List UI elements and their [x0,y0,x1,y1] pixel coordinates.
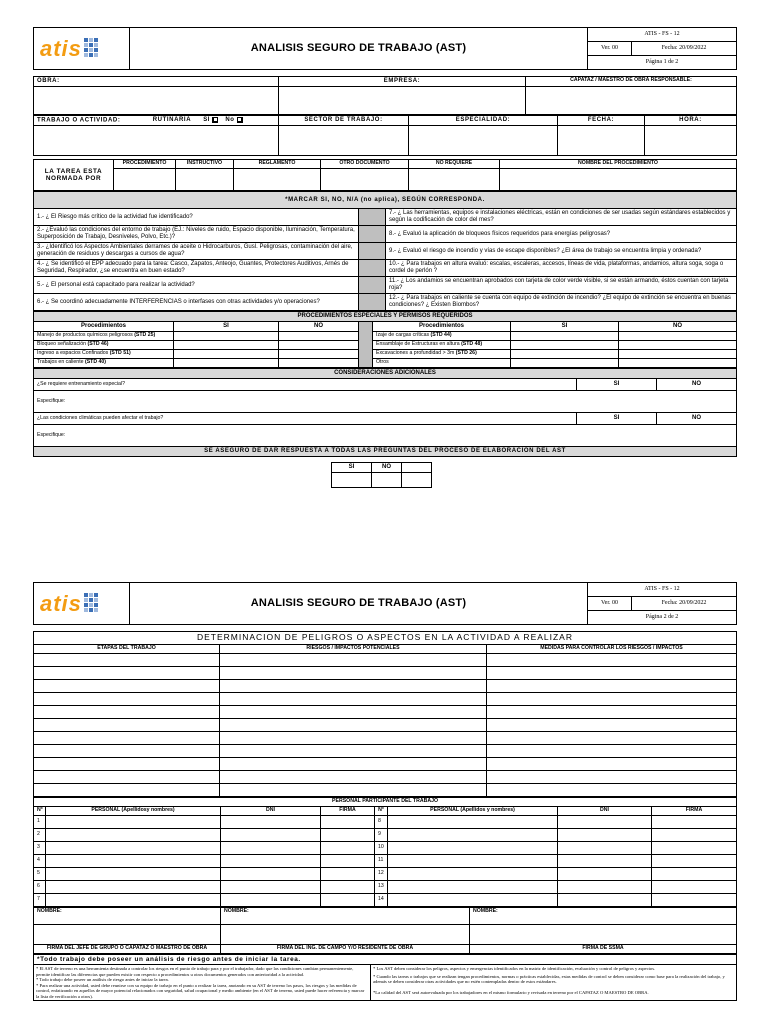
especiales-table [33,311,737,368]
personal-num: 12 [375,867,388,880]
personal-dni-field[interactable] [221,893,321,906]
personal-num: 10 [375,841,388,854]
firma-ing-label: FIRMA DEL ING. DE CAMPO Y/O RESIDENTE DE OBRA [221,944,470,953]
rutinaria-si-checkbox[interactable] [212,117,218,123]
answer-2[interactable] [359,226,386,243]
personal-num: 11 [375,854,388,867]
trabajo-row [33,115,737,156]
etapa-cell[interactable] [34,653,220,666]
personal-num: 3 [34,841,46,854]
note-banner: *Todo trabajo debe poseer un análisis de riesgo antes de iniciar la tarea. [34,954,737,964]
especiales-divider [359,322,373,368]
medida-cell[interactable] [487,679,737,692]
especiales-h-si-right: SI [511,322,619,332]
personal-h-dni-left: DNI [221,806,321,815]
medida-cell[interactable] [487,731,737,744]
final-no-label: NO [372,462,402,472]
personal-dni-field[interactable] [558,893,652,906]
especial-left-3: Ingreso a espacios Confinados (STD 51) [34,350,174,359]
especialidad-field[interactable] [409,126,558,156]
answer-6[interactable] [359,294,386,311]
question-9: 9.- ¿ Evaluó el riesgo de incendio y vías de escape disponibles? ¿El área de trabajo se encuentra limpia y ordenada? [386,243,737,260]
personal-num: 1 [34,815,46,828]
personal-num: 4 [34,854,46,867]
personal-name-field[interactable] [46,815,221,828]
personal-firma-field[interactable] [652,828,737,841]
especial-right-1-si[interactable] [511,332,619,341]
normada-no-requiere-field[interactable] [409,169,500,191]
personal-name-field[interactable] [388,815,558,828]
personal-num: 13 [375,880,388,893]
question-10: 10.- ¿ Para trabajos en altura evaluó: escalas, escaleras, accesos, líneas de vida, plataformas, andamios, altura soga, soga o cordel de perlón ? [386,260,737,277]
personal-dni-field[interactable] [221,880,321,893]
etapa-cell[interactable] [34,731,220,744]
nombre-2[interactable]: NOMBRE: [221,907,470,924]
medida-cell[interactable] [487,783,737,796]
adicional-q2-si[interactable]: SI [577,413,657,425]
etapa-cell[interactable] [34,744,220,757]
personal-h-name-left: PERSONAL (Apellidosy nombres) [46,806,221,815]
personal-table [33,797,737,907]
sector-field[interactable] [279,126,409,156]
especial-left-1-si[interactable] [174,332,279,341]
personal-name-field[interactable] [388,841,558,854]
etapa-cell[interactable] [34,705,220,718]
normada-reglamento-field[interactable] [234,169,321,191]
fecha-field[interactable] [558,126,645,156]
normada-col-nombre: NOMBRE DEL PROCEDIMIENTO [500,160,737,169]
riesgo-cell[interactable] [220,653,487,666]
col-riesgos: RIESGOS / IMPACTOS POTENCIALES [220,644,487,653]
adicional-q1-no[interactable]: NO [657,379,737,391]
final-extra [402,462,432,472]
etapa-cell[interactable] [34,718,220,731]
medida-cell[interactable] [487,692,737,705]
especial-right-3-si[interactable] [511,350,619,359]
personal-name-field[interactable] [388,880,558,893]
personal-h-firma-left: FIRMA [321,806,375,815]
firma-ssma-label: FIRMA DE SSMA [470,944,737,953]
personal-firma-field[interactable] [652,880,737,893]
riesgo-cell[interactable] [220,666,487,679]
adicional-q1-specify[interactable]: Especifique: [34,391,737,413]
empresa-label: EMPRESA: [279,77,526,87]
especial-right-3: Excavaciones a profundidad > 3m (STD 26) [373,350,511,359]
firma-jefe-label: FIRMA DEL JEFE DE GRUPO O CAPATAZ O MAESTRO DE OBRA [34,944,221,953]
riesgo-cell[interactable] [220,783,487,796]
personal-num: 14 [375,893,388,906]
nombre-1[interactable]: NOMBRE: [34,907,221,924]
adicional-q1: ¿Se requiere entrenamiento especial? [34,379,577,391]
personal-num: 8 [375,815,388,828]
adicionales-table [33,368,737,457]
final-si-label: SI [332,462,372,472]
personal-firma-field[interactable] [321,841,375,854]
normada-col-instructivo: INSTRUCTIVO [176,160,234,169]
especial-right-3-no[interactable] [619,350,737,359]
doc-date: Fecha: 20/09/2022 [632,42,737,56]
answer-5[interactable] [359,277,386,294]
obra-label: OBRA: [34,77,279,87]
personal-firma-field[interactable] [321,880,375,893]
final-question: SE ASEGURÓ DE DAR RESPUESTA A TODAS LAS PREGUNTAS DEL PROCESO DE ELABORACIÓN DEL AST [34,447,737,457]
especial-right-2-no[interactable] [619,341,737,350]
question-3: 3.- ¿Identificó los Aspectos Ambientales derrames de aceite o Hidrocarburos, Gusl. Peligrosas, contaminación del aire, generación de residuos y descargas a cursos de agua? [34,243,359,260]
doc-version: Ver. 00 [588,42,632,56]
personal-name-field[interactable] [388,893,558,906]
especial-left-4-si[interactable] [174,359,279,368]
riesgo-cell[interactable] [220,692,487,705]
rutinaria-no-label: No [225,117,235,124]
especiales-h-si-left: SI [174,322,279,332]
signatures-table [33,907,737,954]
rutinaria-si-label: SI [203,117,211,124]
final-extra-field [402,472,432,487]
obra-field[interactable] [34,86,279,114]
riesgo-cell[interactable] [220,770,487,783]
medida-cell[interactable] [487,653,737,666]
etapa-cell[interactable] [34,757,220,770]
doc-title-2: ANALISIS SEGURO DE TRABAJO (AST) [130,583,588,625]
doc-page: Página 1 de 2 [588,56,737,70]
final-si-field[interactable] [332,472,372,487]
personal-dni-field[interactable] [558,880,652,893]
especial-right-4-si[interactable] [511,359,619,368]
especialidad-label: ESPECIALIDAD: [409,115,558,125]
doc-code: ATIS - FS - 12 [588,28,737,42]
normada-col-procedimiento: PROCEDIMIENTO [114,160,176,169]
especiales-h-no-right: NO [619,322,737,332]
rutinaria-no-checkbox[interactable] [237,117,243,123]
logo-mark-icon [84,38,98,60]
doc-page-2: Página 2 de 2 [588,611,737,625]
etapa-cell[interactable] [34,692,220,705]
company-logo [34,28,130,70]
nombre-3[interactable]: NOMBRE: [470,907,737,924]
especiales-h-proc-right: Procedimientos [373,322,511,332]
signature-2-field[interactable] [221,924,470,944]
personal-num: 7 [34,893,46,906]
personal-title: PERSONAL PARTICIPANTE DEL TRABAJO [34,797,737,806]
hora-field[interactable] [645,126,737,156]
adicional-q2: ¿Las condiciones climáticas pueden afectar el trabajo? [34,413,577,425]
final-answer-box [331,462,432,488]
riesgo-cell[interactable] [220,679,487,692]
question-8: 8.- ¿ Evaluó la aplicación de bloqueos físicos requeridos para energías peligrosas? [386,226,737,243]
personal-firma-field[interactable] [652,815,737,828]
doc-title: ANALISIS SEGURO DE TRABAJO (AST) [130,28,588,70]
especial-right-1: Izaje de cargas críticas (STD 44) [373,332,511,341]
especial-right-4-no[interactable] [619,359,737,368]
ast-sheet-page-2 [33,582,736,1001]
etapa-cell[interactable] [34,679,220,692]
sector-label: SECTOR DE TRABAJO: [279,115,409,125]
especial-right-2-si[interactable] [511,341,619,350]
question-4: 4.- ¿ Se identificó el EPP adecuado para la tarea: Casco, Zapatos, Anteojo, Guantes, Protectores Auditivos, Arnés de Seguridad, Respirador, ¿se encuentra en buen estado? [34,260,359,277]
personal-h-dni-right: DNI [558,806,652,815]
normada-col-no-requiere: NO REQUIERE [409,160,500,169]
especial-left-1: Manejo de productos químicos peligrosos (STD 25) [34,332,174,341]
personal-name-field[interactable] [46,880,221,893]
personal-dni-field[interactable] [221,841,321,854]
especial-left-1-no[interactable] [279,332,359,341]
personal-num: 5 [34,867,46,880]
personal-name-field[interactable] [46,854,221,867]
especial-right-4: Otros [373,359,511,368]
personal-name-field[interactable] [388,867,558,880]
especial-right-2: Ensamblaje de Estructuras en altura (STD 48) [373,341,511,350]
personal-dni-field[interactable] [221,867,321,880]
answer-3[interactable] [359,243,386,260]
normada-table [33,159,737,191]
personal-firma-field[interactable] [321,867,375,880]
especial-left-2-no[interactable] [279,341,359,350]
personal-dni-field[interactable] [221,815,321,828]
especiales-h-no-left: NO [279,322,359,332]
personal-dni-field[interactable] [221,854,321,867]
personal-name-field[interactable] [46,828,221,841]
ast-sheet-page-1 [33,27,736,488]
especial-left-4-no[interactable] [279,359,359,368]
personal-name-field[interactable] [388,854,558,867]
normada-col-reglamento: REGLAMENTO [234,160,321,169]
question-2: 2.- ¿Evaluó las condiciones del entorno de trabajo (EJ.: Niveles de ruido, Espacio disponible, Iluminación, Temperatura, Superposición de Trabajo, Desniveles, Polvo, Etc.)? [34,226,359,243]
adicional-q1-si[interactable]: SI [577,379,657,391]
personal-firma-field[interactable] [321,854,375,867]
personal-firma-field[interactable] [652,841,737,854]
personal-num: 9 [375,828,388,841]
capataz-field[interactable] [526,86,737,114]
especial-left-3-si[interactable] [174,350,279,359]
question-12: 12.- ¿ Para trabajos en caliente se cuenta con equipo de extinción de incendio? ¿El equipo de extinción se encuentra en buenas condiciones? ¿ Existen Biombos? [386,294,737,311]
adicional-q2-specify[interactable]: Especifique: [34,425,737,447]
personal-dni-field[interactable] [558,867,652,880]
trabajo-field[interactable] [34,126,279,156]
signature-1-field[interactable] [34,924,221,944]
personal-firma-field[interactable] [652,854,737,867]
personal-name-field[interactable] [46,893,221,906]
riesgo-cell[interactable] [220,744,487,757]
normada-instructivo-field[interactable] [176,169,234,191]
empresa-field[interactable] [279,86,526,114]
col-etapas: ETAPAS DEL TRABAJO [34,644,220,653]
sheet1-header [33,27,737,70]
sheet2-header [33,582,737,625]
adicional-q2-no[interactable]: NO [657,413,737,425]
question-7: 7.- ¿ Las herramientas, equipos e instalaciones eléctricas, están en condiciones de ser usadas según estándares establecidos y según la codificación de color del mes? [386,209,737,226]
doc-code-2: ATIS - FS - 12 [588,583,737,597]
personal-firma-field[interactable] [652,893,737,906]
personal-firma-field[interactable] [321,893,375,906]
obra-row [33,76,737,115]
logo-mark-icon-2 [84,593,98,615]
especial-right-1-no[interactable] [619,332,737,341]
trabajo-label [34,115,279,125]
logo-text: atis [40,35,82,61]
questions-table [33,191,737,311]
answer-1[interactable] [359,209,386,226]
riesgo-cell[interactable] [220,757,487,770]
riesgo-cell[interactable] [220,718,487,731]
peligros-title: DETERMINACION DE PELIGROS O ASPECTOS EN LA ACTIVIDAD A REALIZAR [34,632,737,645]
normada-label: LA TAREA ESTA NORMADA POR [34,160,114,191]
normada-col-otro: OTRO DOCUMENTO [321,160,409,169]
signature-3-field[interactable] [470,924,737,944]
especial-left-3-no[interactable] [279,350,359,359]
personal-h-num-right: N° [375,806,388,815]
personal-h-name-right: PERSONAL (Apellidos y nombres) [388,806,558,815]
medida-cell[interactable] [487,757,737,770]
medida-cell[interactable] [487,770,737,783]
personal-dni-field[interactable] [221,828,321,841]
col-medidas: MEDIDAS PARA CONTROLAR LOS RIESGOS / IMPACTOS [487,644,737,653]
normada-otro-field[interactable] [321,169,409,191]
personal-name-field[interactable] [46,867,221,880]
personal-dni-field[interactable] [558,854,652,867]
normada-procedimiento-field[interactable] [114,169,176,191]
doc-date-2: Fecha: 20/09/2022 [632,597,737,611]
question-6: 6.- ¿ Se coordinó adecuadamente INTERFERENCIAS o interfases con otras actividades y/o operaciones? [34,294,359,311]
answer-4[interactable] [359,260,386,277]
instruction-banner: *MARCAR SI, NO, N/A (no aplica), SEGÚN CORRESPONDA. [34,192,737,209]
personal-name-field[interactable] [388,828,558,841]
medida-cell[interactable] [487,666,737,679]
personal-num: 2 [34,828,46,841]
personal-dni-field[interactable] [558,815,652,828]
personal-firma-field[interactable] [321,828,375,841]
medida-cell[interactable] [487,718,737,731]
normada-nombre-field[interactable] [500,169,737,191]
medida-cell[interactable] [487,705,737,718]
hora-label: HORA: [645,115,737,125]
footer-notes [33,954,737,1001]
riesgo-cell[interactable] [220,731,487,744]
personal-num: 6 [34,880,46,893]
question-5: 5.- ¿ El personal está capacitado para realizar la actividad? [34,277,359,294]
riesgo-cell[interactable] [220,705,487,718]
footer-right: * Los AST deben considerar los peligros, aspectos y emergencias identificados en la matriz de identificación, evaluación y control de peligros y aspectos. * Cuando las tareas o trabajos que se realizan tengan procedimientos, normas o prácticas establecidas, estas medidas de control se deben considerar como base para la realización del trabajo, y además se deben considerar otras actividades que no estén contempladas dentro de estos estándares. *La calidad del AST será autoevaluada por los trabajadores en el mismo formulario y revisada en terreno por el CAPATAZ O MAESTRO DE OBRA. [371,965,737,1001]
personal-h-firma-right: FIRMA [652,806,737,815]
doc-version-2: Ver. 00 [588,597,632,611]
fecha-label: FECHA: [558,115,645,125]
peligros-table [33,631,737,797]
personal-firma-field[interactable] [321,815,375,828]
capataz-label: CAPATAZ / MAESTRO DE OBRA RESPONSABLE: [526,77,737,87]
logo-text-2: atis [40,590,82,616]
especial-left-4: Trabajos en caliente (STD 40) [34,359,174,368]
personal-h-num-left: N° [34,806,46,815]
personal-firma-field[interactable] [652,867,737,880]
especial-left-2: Bloqueo señalización (STD 46) [34,341,174,350]
especiales-h-proc-left: Procedimientos [34,322,174,332]
company-logo-2 [34,583,130,625]
etapa-cell[interactable] [34,666,220,679]
personal-name-field[interactable] [46,841,221,854]
personal-dni-field[interactable] [558,841,652,854]
footer-left: * El AST de terreno es una herramienta destinada a controlar los riesgos en el punto de trabajo para y por el trabajador, dado que las condiciones cambian permanentemente, permite identificar las diferencias que pueden existir con respecto a procedimientos u otros documentos generados con anterioridad a la actividad. * Todo trabajo debe poseer un análisis de riesgo antes de iniciar la tarea. * Para realizar una actividad, usted debe reunirse con su equipo de trabajo en el punto a realizar la tarea, anotando en su AST de terreno los pasos, los riesgos y las medidas de control, enfatizando en aquellos de mayor potencial relacionados con seguridad, salud ocupacional y medio ambiente (en el AST de terreno, usted puede hacer referencia y marcar la lista de verificación a otros). [34,965,371,1001]
rutinaria-label: RUTINARIA [152,117,191,124]
trabajo-label-text: TRABAJO O ACTIVIDAD: [37,117,121,124]
personal-dni-field[interactable] [558,828,652,841]
final-no-field[interactable] [372,472,402,487]
adicionales-title: CONSIDERACIONES ADICIONALES [34,369,737,379]
question-11: 11.- ¿ Los andamios se encuentran aprobados con tarjeta de color verde visible, si se están armando, éstos cuentan con tarjeta roja? [386,277,737,294]
medida-cell[interactable] [487,744,737,757]
especiales-title: PROCEDIMIENTOS ESPECIALES Y PERMISOS REQUERIDOS [34,312,737,322]
question-1: 1.- ¿ El Riesgo más crítico de la actividad fue identificado? [34,209,359,226]
especial-left-2-si[interactable] [174,341,279,350]
etapa-cell[interactable] [34,783,220,796]
etapa-cell[interactable] [34,770,220,783]
